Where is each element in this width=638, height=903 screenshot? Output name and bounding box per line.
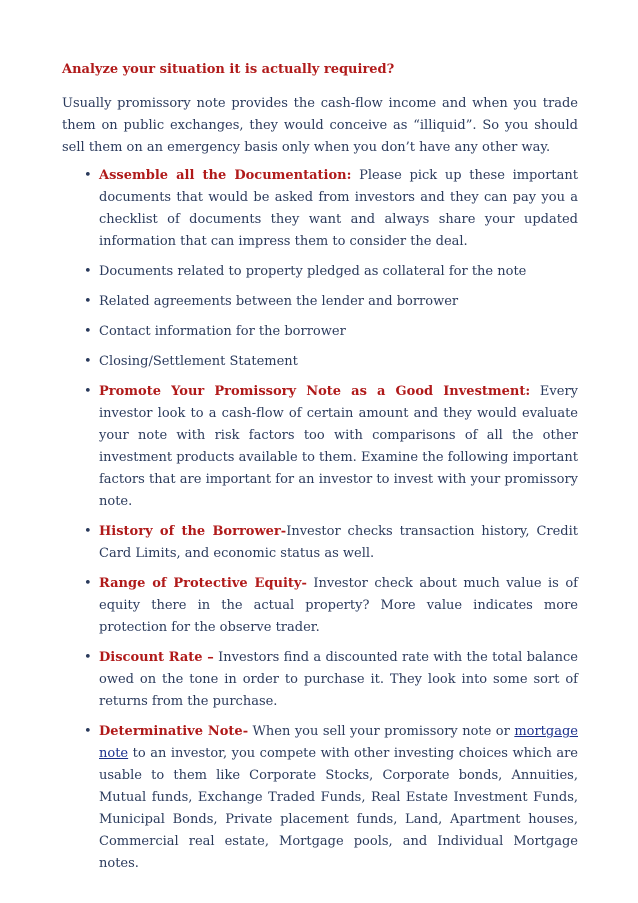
item-text: Investors find a discounted rate with the total balance owed on the tone in order to purchase it. They look into some sort of returns from the purchase. xyxy=(99,650,578,709)
item-title: Assemble all the Documentation: xyxy=(99,168,352,183)
list-item xyxy=(62,521,578,565)
bullet-icon: • xyxy=(84,324,92,339)
item-text: Related agreements between the lender and borrower xyxy=(99,294,459,309)
item-title: Range of Protective Equity- xyxy=(99,576,307,591)
mortgage-note-link[interactable]: mortgage note xyxy=(99,724,578,761)
intro-paragraph: Usually promissory note provides the cash-flow income and when you trade them on public exchanges, they would conceive as “illiquid”. So you should sell them on an emergency basis only when you don’t have any other way. xyxy=(62,96,578,155)
list-item xyxy=(62,165,578,253)
list-item xyxy=(62,647,578,713)
bullet-icon: • xyxy=(84,524,92,539)
list-item xyxy=(62,381,578,513)
item-text: When you sell your promissory note or xyxy=(248,724,515,739)
item-title: Discount Rate – xyxy=(99,650,214,665)
item-text: Closing/Settlement Statement xyxy=(99,354,298,369)
item-text: Documents related to property pledged as collateral for the note xyxy=(99,264,527,279)
item-text: Investor checks transaction history, Credit Card Limits, and economic status as well. xyxy=(99,524,579,561)
bullet-icon: • xyxy=(84,354,92,369)
bullet-icon: • xyxy=(84,576,92,591)
list-item xyxy=(62,351,578,373)
list-item xyxy=(62,721,578,875)
bullet-icon: • xyxy=(84,294,92,309)
list-item xyxy=(62,261,578,283)
bullet-list xyxy=(62,165,578,875)
bullet-icon: • xyxy=(84,650,92,665)
document-page xyxy=(62,60,578,883)
item-text: Please pick up these important documents that would be asked from investors and they can pay you a checklist of documents they want and always share your updated information that can impress them to consider the deal. xyxy=(99,168,578,249)
bullet-icon: • xyxy=(84,384,92,399)
bullet-icon: • xyxy=(84,168,92,183)
item-text: Investor check about much value is of equity there in the actual property? More value indicates more protection for the observe trader. xyxy=(99,576,578,635)
list-item xyxy=(62,573,578,639)
item-title: History of the Borrower- xyxy=(99,524,287,539)
item-text: to an investor, you compete with other investing choices which are usable to them like Corporate Stocks, Corporate bonds, Annuities, Mutual funds, Exchange Traded Funds, Real Estate Investment Funds, Municipal Bonds, Private placement funds, Land, Apartment houses, Commercial real estate, Mortgage pools, and Individual Mortgage notes. xyxy=(99,746,578,871)
item-text: Contact information for the borrower xyxy=(99,324,346,339)
list-item xyxy=(62,321,578,343)
bullet-icon: • xyxy=(84,724,92,739)
item-text: Every investor look to a cash-flow of certain amount and they would evaluate your note with risk factors too with comparisons of all the other investment products available to them. Examine the following important factors that are important for an investor to invest with your promissory note. xyxy=(99,384,579,509)
list-item xyxy=(62,291,578,313)
item-title: Promote Your Promissory Note as a Good Investment: xyxy=(99,384,531,399)
bullet-icon: • xyxy=(84,264,92,279)
section-heading: Analyze your situation it is actually required? xyxy=(62,62,395,77)
item-title: Determinative Note- xyxy=(99,724,249,739)
